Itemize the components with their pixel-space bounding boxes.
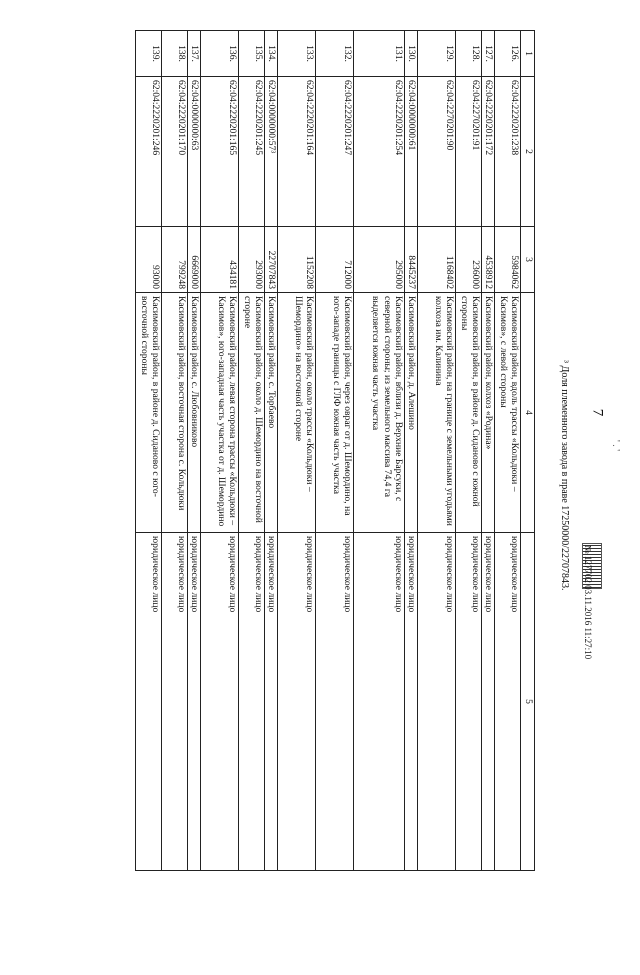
header-col-5: 5 — [521, 533, 535, 871]
owner-type: юридическое лицо — [136, 533, 162, 871]
cadastral-number: 62:04:0000000:63 — [188, 77, 201, 227]
cadastral-number: 62:04:2220201:245 — [239, 77, 265, 227]
row-number: 133. — [278, 31, 316, 77]
plot-location: Касимовский район, около д. Шемордино на восточной стороне — [239, 293, 265, 533]
cadastral-number: 62:04:2220201:170 — [162, 77, 188, 227]
table-row — [418, 31, 456, 871]
owner-type: юридическое лицо — [265, 533, 278, 871]
table-row — [278, 31, 316, 871]
row-number: 127. — [482, 31, 495, 77]
plot-area: 6669000 — [188, 227, 201, 293]
plot-location: Касимовский район, с. Торбаево — [265, 293, 278, 533]
plot-area: 434181 — [201, 227, 239, 293]
owner-type: юридическое лицо — [354, 533, 405, 871]
owner-type: юридическое лицо — [316, 533, 354, 871]
owner-type: юридическое лицо — [482, 533, 495, 871]
cadastral-number: 62:04:2270201:91 — [456, 77, 482, 227]
owner-type: юридическое лицо — [162, 533, 188, 871]
table-row — [456, 31, 482, 871]
footnote: ³ Доля племенного завода в праве 17250000/22707843. — [559, 360, 570, 591]
plot-location: Касимовский район, около трассы «Кольдюки – Шемордино» на восточной стороне — [278, 293, 316, 533]
plot-location: Касимовский район, на границе с земельными угодьями колхоза им. Калинина — [418, 293, 456, 533]
owner-type: юридическое лицо — [495, 533, 521, 871]
cadastral-number: 62:04:2220201:246 — [136, 77, 162, 227]
cadastral-number: 62:04:2270201:90 — [418, 77, 456, 227]
cadastral-number: 62:04:2220201:247 — [316, 77, 354, 227]
row-number: 129. — [418, 31, 456, 77]
plot-location: Касимовский район, колхоз «Родина» — [482, 293, 495, 533]
cadastral-number: 62:04:2220201:254 — [354, 77, 405, 227]
table-row — [136, 31, 162, 871]
cadastral-number: 62:04:2220201:164 — [278, 77, 316, 227]
table-row — [188, 31, 201, 871]
plot-location: Касимовский район, левая сторона трассы «Кольдюки – Касимов», юго-западная часть участка от д. Шемордино — [201, 293, 239, 533]
registration-stamp: № 127702 03.11.2016 11:27:10 — [583, 545, 593, 660]
table-header-row — [521, 31, 535, 871]
cadastral-number: 62:04:2220201:238 — [495, 77, 521, 227]
table-row — [265, 31, 278, 871]
row-number: 139. — [136, 31, 162, 77]
header-col-4: 4 — [521, 293, 535, 533]
row-number: 137. — [188, 31, 201, 77]
plot-location: Касимовский район, в районе д. Сиданово с южной стороны — [456, 293, 482, 533]
header-col-1: 1 — [521, 31, 535, 77]
cadastral-number: 62:04:2220201:165 — [201, 77, 239, 227]
plot-location: Касимовский район, д. Алешино — [405, 293, 418, 533]
owner-type: юридическое лицо — [456, 533, 482, 871]
owner-type: юридическое лицо — [239, 533, 265, 871]
land-plots-table — [135, 30, 535, 871]
plot-area: 4538912 — [482, 227, 495, 293]
table-row — [239, 31, 265, 871]
plot-area: 1152208 — [278, 227, 316, 293]
table-row — [405, 31, 418, 871]
plot-location: Касимовский район, вдоль трассы «Кольдюки – Касимов», с левой стороны — [495, 293, 521, 533]
table-row — [162, 31, 188, 871]
cadastral-number: 62:04:0000000:61 — [405, 77, 418, 227]
row-number: 136. — [201, 31, 239, 77]
plot-location: Касимовский район, с. Любовниково — [188, 293, 201, 533]
row-number: 126. — [495, 31, 521, 77]
plot-area: 5984062 — [495, 227, 521, 293]
owner-type: юридическое лицо — [418, 533, 456, 871]
plot-location: Касимовский район, вблизи д. Верхние Барсуки, с северной стороны; из земельного массива 74,4 га выделяется южная часть участка — [354, 293, 405, 533]
owner-type: юридическое лицо — [278, 533, 316, 871]
footnote-area — [552, 360, 570, 790]
header-col-3: 3 — [521, 227, 535, 293]
row-number: 134. — [265, 31, 278, 77]
plot-area: 293000 — [239, 227, 265, 293]
owner-type: юридическое лицо — [405, 533, 418, 871]
table-row — [316, 31, 354, 871]
plot-area: 799248 — [162, 227, 188, 293]
table-row — [495, 31, 521, 871]
owner-type: юридическое лицо — [201, 533, 239, 871]
table-row — [354, 31, 405, 871]
row-number: 132. — [316, 31, 354, 77]
row-number: 128. — [456, 31, 482, 77]
table-row — [201, 31, 239, 871]
row-number: 131. — [354, 31, 405, 77]
plot-area: 8445237 — [405, 227, 418, 293]
row-number: 135. — [239, 31, 265, 77]
cadastral-number: 62:04:2220201:172 — [482, 77, 495, 227]
table-row — [482, 31, 495, 871]
rotated-table-area — [67, 30, 535, 870]
plot-area: 295000 — [354, 227, 405, 293]
row-number: 138. — [162, 31, 188, 77]
row-number: 130. — [405, 31, 418, 77]
plot-area: 1168402 — [418, 227, 456, 293]
plot-area: 22707843 — [265, 227, 278, 293]
plot-area: 236000 — [456, 227, 482, 293]
plot-area: 712000 — [316, 227, 354, 293]
cadastral-number: 62:04:0000000:57³ — [265, 77, 278, 227]
header-col-2: 2 — [521, 77, 535, 227]
plot-location: Касимовский район, восточная сторона с. Кольдюки — [162, 293, 188, 533]
stray-marks: ' . ' — [610, 439, 622, 452]
page-number: 7 — [589, 408, 606, 417]
plot-location: Касимовский район, в районе д. Сиданово с юго-восточной стороны — [136, 293, 162, 533]
owner-type: юридическое лицо — [188, 533, 201, 871]
plot-area: 93000 — [136, 227, 162, 293]
plot-location: Касимовский район, через овраг от д. Шемордино, на юго-западе границы с ГЛФ южная часть участка — [316, 293, 354, 533]
